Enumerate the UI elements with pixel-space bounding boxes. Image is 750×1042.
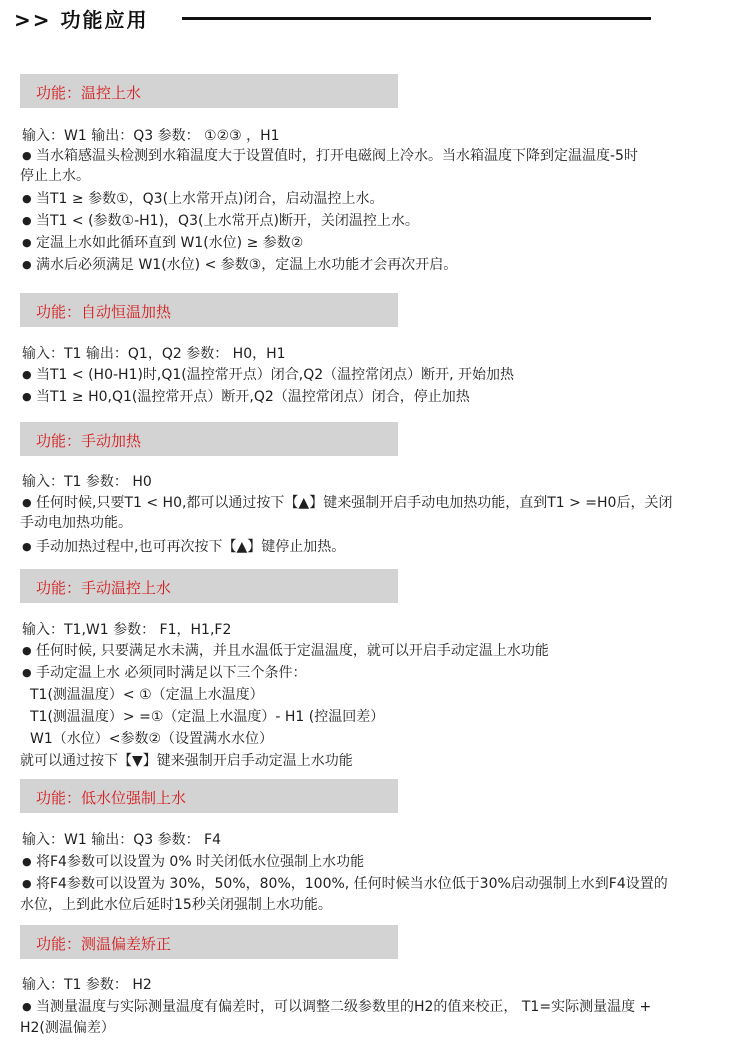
section-header (20, 293, 398, 327)
bullet-item: ● 当T1 ≥ H0,Q1(温控常开点）断开,Q2（温控常闭点）闭合，停止加热 (22, 389, 470, 405)
bullet-icon: ● (22, 1000, 32, 1013)
page-title: >> 功能应用 (14, 8, 149, 32)
section-auto-heating (20, 293, 740, 405)
bullet-continuation: 手动电加热功能。 (20, 515, 132, 531)
title-rule (182, 17, 651, 20)
io-line: 输入：T1,W1 参数： F1，H1,F2 (22, 622, 232, 638)
bullet-icon: ● (22, 214, 32, 227)
io-line: 输入：T1 参数： H2 (22, 977, 152, 993)
section-temp-offset-correction (20, 925, 740, 1036)
bullet-item: ● 当T1 < (参数①-H1)，Q3(上水常开点)断开，关闭温控上水。 (22, 213, 419, 229)
bullet-item: ● 将F4参数可以设置为 30%，50%，80%，100%, 任何时候当水位低于30%启动强制上水到F4设置的 (22, 876, 668, 892)
bullet-item: ● 满水后必须满足 W1(水位) < 参数③，定温上水功能才会再次开启。 (22, 257, 458, 273)
section-manual-heating (20, 422, 740, 555)
bullet-icon: ● (22, 149, 32, 162)
bullet-item: ● 任何时候,只要T1 < H0,都可以通过按下【▲】键来强制开启手动电加热功能，直到T1 > =H0后，关闭 (22, 495, 673, 511)
section-header (20, 569, 398, 603)
bullet-item: ● 定温上水如此循环直到 W1(水位) ≥ 参数② (22, 235, 304, 251)
bullet-item: ● 手动定温上水 必须同时满足以下三个条件： (22, 665, 307, 681)
section-header (20, 925, 398, 959)
section-temp-control-fill (20, 74, 740, 273)
io-line: 输入：W1 输出：Q3 参数： F4 (22, 832, 221, 848)
section-title: 功能：低水位强制上水 (36, 789, 187, 807)
bullet-item: ● 任何时候, 只要满足水未满，并且水温低于定温温度，就可以开启手动定温上水功能 (22, 643, 549, 659)
condition-line: T1(测温温度）< ①（定温上水温度） (30, 687, 264, 703)
bullet-item: ● 当T1 < (H0-H1)时,Q1(温控常开点）闭合,Q2（温控常闭点）断开, 开始加热 (22, 367, 515, 383)
section-header (20, 422, 398, 456)
section-title: 功能：测温偏差矫正 (36, 935, 172, 953)
section-header (20, 74, 398, 108)
bullet-icon: ● (22, 644, 32, 657)
section-title: 功能：自动恒温加热 (36, 303, 172, 321)
io-line: 输入：W1 输出：Q3 参数： ①②③ ，H1 (22, 128, 280, 144)
bullet-item: ● 当T1 ≥ 参数①，Q3(上水常开点)闭合，启动温控上水。 (22, 191, 384, 207)
bullet-icon: ● (22, 666, 32, 679)
bullet-icon: ● (22, 258, 32, 271)
section-title: 功能：温控上水 (36, 84, 142, 102)
bullet-icon: ● (22, 855, 32, 868)
section-title: 功能：手动加热 (36, 432, 142, 450)
io-line: 输入：T1 参数： H0 (22, 474, 152, 490)
page-header (14, 4, 644, 30)
footer-line: 就可以通过按下【▼】键来强制开启手动定温上水功能 (20, 753, 353, 769)
section-low-water-forced-fill (20, 779, 740, 913)
bullet-icon: ● (22, 496, 32, 509)
condition-line: T1(测温温度）> =①（定温上水温度）- H1 (控温回差） (30, 709, 385, 725)
bullet-item: ● 当测量温度与实际测量温度有偏差时，可以调整二级参数里的H2的值来校正， T1=实际测量温度 + (22, 999, 652, 1015)
io-line: 输入：T1 输出：Q1，Q2 参数： H0，H1 (22, 346, 286, 362)
section-title: 功能：手动温控上水 (36, 579, 172, 597)
section-manual-temp-fill (20, 569, 740, 769)
bullet-item: ● 手动加热过程中,也可再次按下【▲】键停止加热。 (22, 539, 346, 555)
section-header (20, 779, 398, 813)
bullet-item: ● 将F4参数可以设置为 0% 时关闭低水位强制上水功能 (22, 854, 365, 870)
bullet-continuation: 停止上水。 (20, 168, 90, 184)
bullet-continuation: 水位，上到此水位后延时15秒关闭强制上水功能。 (20, 897, 332, 913)
condition-line: W1（水位）<参数②（设置满水水位） (30, 731, 274, 747)
bullet-icon: ● (22, 877, 32, 890)
bullet-icon: ● (22, 236, 32, 249)
bullet-icon: ● (22, 192, 32, 205)
bullet-continuation: H2(测温偏差） (20, 1020, 115, 1036)
bullet-icon: ● (22, 368, 32, 381)
bullet-icon: ● (22, 540, 32, 553)
bullet-icon: ● (22, 390, 32, 403)
bullet-item: ● 当水箱感温头检测到水箱温度大于设置值时，打开电磁阀上冷水。当水箱温度下降到定温温度-5时 (22, 148, 638, 164)
